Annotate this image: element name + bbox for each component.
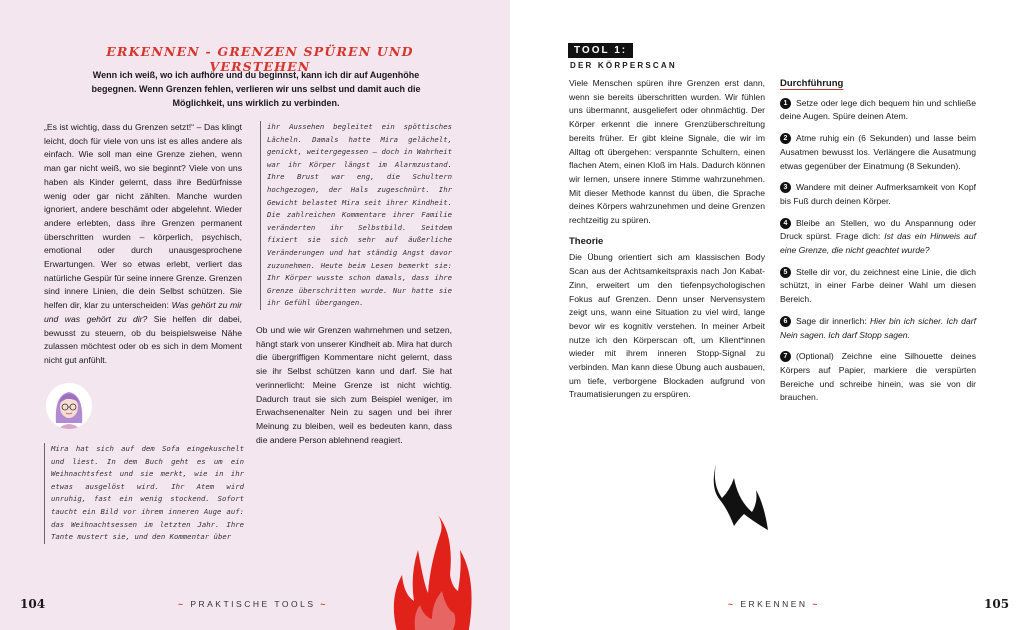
step-number-badge: 7 <box>780 351 791 362</box>
step-text: Wandere mit deiner Aufmerksamkeit von Kopf bis Fuß durch deinen Körper. <box>780 182 976 206</box>
tilde-ornament: ~ <box>807 599 820 609</box>
intro-paragraph: Wenn ich weiß, wo ich aufhöre und du beginnst, kann ich dir auf Augenhöhe begegnen. Wenn Grenzen fehlen, verlieren wir uns selbst und damit auch die Möglichkeit, uns wirklich zu verbinden. <box>91 70 421 108</box>
step-3 <box>780 181 976 208</box>
step-number-badge: 6 <box>780 316 791 327</box>
footer-left <box>178 599 328 609</box>
footer-right-label: ERKENNEN <box>740 599 808 609</box>
step-text: Atme ruhig ein (6 Sekunden) und lasse beim Ausatmen bewusst los. Verlängere die Ausatmung etwas gegenüber der Einatmung (8 Sekunden). <box>780 133 976 171</box>
step-5 <box>780 266 976 307</box>
right-column-2 <box>780 77 976 413</box>
step-text: Sage dir innerlich: <box>796 315 870 326</box>
footer-right <box>728 599 820 609</box>
left-column-text <box>44 121 242 368</box>
chapter-title: ERKENNEN - GRENZEN SPÜREN UND VERSTEHEN <box>106 44 414 74</box>
step-2 <box>780 132 976 173</box>
step-number-badge: 2 <box>780 133 791 144</box>
step-number-badge: 4 <box>780 218 791 229</box>
tilde-ornament: ~ <box>178 599 191 609</box>
step-italic-text: Ist das ein Hinweis auf eine Grenze, die nicht geachtet wurde? <box>780 231 976 256</box>
page-number-left: 104 <box>20 597 46 611</box>
step-1 <box>780 97 976 124</box>
step-7 <box>780 350 976 405</box>
step-number-badge: 1 <box>780 98 791 109</box>
page-number-right: 105 <box>984 597 1010 611</box>
tool-subtitle: DER KÖRPERSCAN <box>570 61 677 70</box>
tool-badge: TOOL 1: <box>568 43 633 58</box>
body-text: „Es ist wichtig, dass du Grenzen setzt!“ – Das klingt leicht, doch für viele von uns ist es alles andere als einfach. Wie soll man eine Grenze ziehen, wenn man gar nicht weiß, wo sie beginnt? Viele von uns haben als Kinder gelernt, dass ihre Bedürfnisse wenig oder gar nicht zählten. Manche wurden ignoriert, andere beschämt oder abgelehnt. Wieder andere erlebten, dass ihre Grenzen permanent überschritten wurden – körperlich, psychisch, emotional oder durch unausgesprochene Erwartungen. Wer so etwas erlebt, verliert das natürliche Gespür für seine innere Grenze. Grenzen sind innere Linien, die dein Selbst schützen. Sie helfen dir, klar zu unterscheiden: <box>44 122 242 311</box>
right-column-body: Ob und wie wir Grenzen wahrnehmen und setzen, hängt stark von unserer Kindheit ab. Mira hat durch die übergriffigen Kommentare nicht gelernt, dass sie ihr Selbst schützen kann und darf. Sie hat verinnerlicht: Meine Grenze ist nicht wichtig. Dadurch traut sie sich zum Beispiel weniger, im Erwachsenenalter Nein zu sagen und bei ihrer Meinung zu bleiben, weil es bedeuten kann, dass die andere Person ablehnend reagiert. <box>256 325 452 445</box>
step-italic-text: Hier bin ich sicher. Ich darf Nein sagen. Ich darf Stopp sagen. <box>780 315 976 340</box>
step-number-badge: 5 <box>780 267 791 278</box>
step-number-badge: 3 <box>780 182 791 193</box>
step-4 <box>780 217 976 258</box>
tilde-ornament: ~ <box>728 599 741 609</box>
story-box-part2-wrap <box>260 121 452 310</box>
step-text: Stelle dir vor, du zeichnest eine Linie, die dich schützt, in einer Farbe deiner Wahl um diesen Bereich. <box>780 266 976 305</box>
step-text: (Optional) Zeichne eine Silhouette deines Körpers auf Papier, markiere die verspürten Bereiche und schreibe hinein, was sie von dir brauchen. <box>780 351 976 403</box>
theory-text: Die Übung orientiert sich am klassischen Body Scan aus der Achtsamkeitspraxis nach Jon Kabat-Zinn, erweitert um den tiefenpsychologischen Fokus auf Grenzen. Denn unser Nervensystem zeigt uns, wann eine Situation zu viel wird, lange bevor wir es kognitiv verstehen. In meiner Arbeit nutze ich den Körperscan oft, um Klient*innen wieder mit ihrem inneren Stopp-Signal zu verbinden. Man kann diese Übung auch ausbauen, um tiefe, verborgene Blockaden aufgrund von Traumatisierungen zu erspüren. <box>569 252 765 400</box>
story-box-part1: Mira hat sich auf dem Sofa eingekuschelt und liest. In dem Buch geht es um ein Weihnachtsfest und sie merkt, wie in ihr etwas ausgelöst wird. Ihr Atem wird unruhig, fast ein wenig stockend. Sofort taucht ein Bild vor ihrem inneren Auge auf: das Weihnachtsessen im letzten Jahr. Ihre Tante mustert sie, und den Kommentar über <box>44 443 244 544</box>
lightning-scribble-illustration <box>708 460 772 534</box>
step-text: Bleibe an Stellen, wo du Anspannung oder Druck spürst. Frage dich: <box>780 217 976 242</box>
body-italic-question: Was gehört zu mir und was gehört zu dir? <box>44 300 242 324</box>
body-text-continued: Sie helfen dir dabei, bewusst zu steuern, ob du beispielsweise Nähe zulassen möchtest oder ob es sich in dem Moment nicht gut anfühlt. <box>44 313 242 365</box>
right-column-1 <box>569 77 765 402</box>
step-6 <box>780 315 976 342</box>
tool-intro-text: Viele Menschen spüren ihre Grenzen erst dann, wenn sie bereits überschritten wurden. Wir fühlen uns übermannt, ausgeliefert oder ohnmächtig. Der Körper erkennt die innere Grenzüberschreitung bereits früher. Er gibt kleine Signale, die wir im Alltag oft übergehen: verspannte Schultern, einen flachen Atem, einen Kloß im Hals. Dadurch können wir lernen, unsere innere Stimme wahrzunehmen. Mit dieser Methode kannst du üben, die Sprache deines Körpers wahrzunehmen und deine Grenzen rechtzeitig zu spüren. <box>569 78 765 226</box>
tilde-ornament: ~ <box>315 599 328 609</box>
flame-illustration <box>388 505 478 630</box>
story-box-part2: ihr Aussehen begleitet ein spöttisches Lächeln. Damals hatte Mira gelächelt, genickt, weitergegessen – doch in Wahrheit war ihr Körper längst im Alarmzustand. Ihre Brust war eng, die Schultern hochgezogen, der Hals zugeschnürt. Ihr Gewicht belastet Mira seit ihrer Kindheit. Die zahlreichen Kommentare ihrer Familie veränderten ihr Selbstbild. Seitdem fixiert sie sich sehr auf äußerliche Veränderungen und hat ständig Angst davor zuzunehmen. Heute beim Lesen bemerkt sie: Ihr Körper wusste schon damals, dass ihre Grenze überschritten wurde. Nur hatte sie ihr Gefühl übergangen. <box>260 121 452 310</box>
mira-avatar-illustration <box>46 383 92 429</box>
footer-left-label: PRAKTISCHE TOOLS <box>190 599 316 609</box>
procedure-heading: Durchführung <box>780 78 844 89</box>
theory-heading: Theorie <box>569 235 604 247</box>
step-text: Setze oder lege dich bequem hin und schließe deine Augen. Spüre deinen Atem. <box>780 97 976 122</box>
